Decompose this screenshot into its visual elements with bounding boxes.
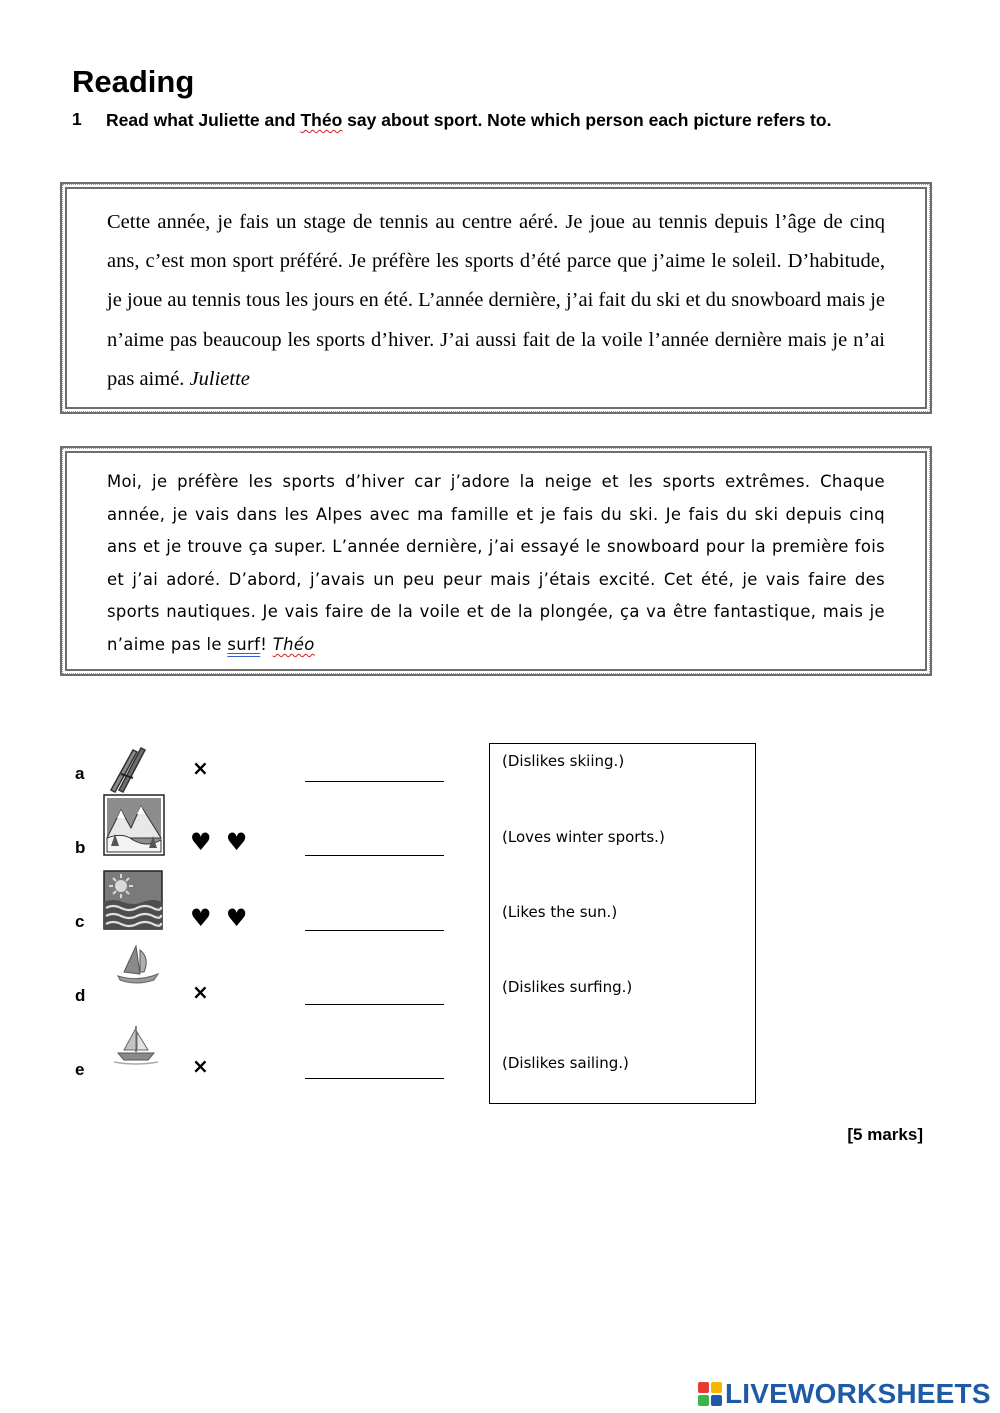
question-name-theo: Théo xyxy=(300,110,343,130)
logo-square xyxy=(711,1382,722,1393)
skis-icon xyxy=(103,742,149,794)
question-text-start: Read what Juliette and xyxy=(106,110,301,130)
liveworksheets-logo[interactable] xyxy=(698,1379,991,1409)
logo-text: LIVEWORKSHEETS xyxy=(725,1378,991,1409)
section-title: Reading xyxy=(72,64,195,99)
question-instructions xyxy=(106,109,846,131)
dislike-symbol: × xyxy=(192,1054,212,1078)
theo-underlined-word: surf xyxy=(227,634,261,654)
hint-box xyxy=(489,743,756,1104)
theo-author: Théo xyxy=(272,634,315,654)
theo-passage-text: Moi, je préfère les sports d’hiver car j’adore la neige et les sports extrêmes. Chaque année, je vais dans les Alpes avec ma famille et je fais du ski. Je fais du ski depuis cinq ans et je trouve ça super. L’année dernière, j’ai essayé le snowboard pour la première fois et j’ai adoré. D’abord, j’avais un peu peur mais j’étais excité. Cet été, je vais faire des sports nautiques. Je vais faire de la voile et de la plongée, ça va être fantastique, mais je n’aime pas le xyxy=(107,472,885,654)
hint-item: (Likes the sun.) xyxy=(502,903,618,921)
item-letter: d xyxy=(75,986,86,1005)
answer-line-e[interactable] xyxy=(305,1078,444,1079)
logo-square xyxy=(711,1395,722,1406)
windsurfer-icon xyxy=(114,942,162,988)
question-number: 1 xyxy=(72,109,82,129)
answer-line-a[interactable] xyxy=(305,781,444,782)
logo-square xyxy=(698,1382,709,1393)
item-row-d xyxy=(0,940,480,1010)
love-symbol: ♥ ♥ xyxy=(190,904,251,932)
juliette-author: Juliette xyxy=(189,367,250,390)
juliette-passage-text: Cette année, je fais un stage de tennis au centre aéré. Je joue au tennis depuis l’âge de cinq ans, c’est mon sport préféré. Je préfère les sports d’été parce que j’aime le soleil. D’habitude, je joue au tennis tous les jours en été. L’année dernière, j’ai fait du ski et du snowboard mais je n’aime pas beaucoup les sports d’hiver. J’ai aussi fait de la voile l’année dernière mais je n’ai pas aimé. xyxy=(107,211,885,390)
snowy-mountains-icon xyxy=(103,794,165,856)
item-row-e xyxy=(0,1020,480,1090)
hint-item: (Dislikes surfing.) xyxy=(502,978,633,996)
item-letter: b xyxy=(75,838,86,857)
answer-line-d[interactable] xyxy=(305,1004,444,1005)
item-letter: a xyxy=(75,764,85,783)
marks-label: [5 marks] xyxy=(847,1125,923,1144)
answer-line-c[interactable] xyxy=(305,930,444,931)
love-symbol: ♥ ♥ xyxy=(190,828,251,856)
hint-item: (Dislikes sailing.) xyxy=(502,1054,629,1072)
answer-line-b[interactable] xyxy=(305,855,444,856)
dislike-symbol: × xyxy=(192,980,212,1004)
hint-item: (Loves winter sports.) xyxy=(502,828,665,846)
item-row-c xyxy=(0,870,480,940)
sailboat-icon xyxy=(112,1022,160,1066)
theo-passage xyxy=(107,466,885,662)
logo-mark-icon xyxy=(698,1382,722,1406)
sun-and-sea-icon xyxy=(103,870,163,930)
juliette-passage xyxy=(107,203,885,399)
question-text-end: say about sport. Note which person each picture refers to. xyxy=(342,110,832,130)
theo-passage-frame xyxy=(60,446,932,676)
item-letter: c xyxy=(75,912,85,931)
logo-square xyxy=(698,1395,709,1406)
item-letter: e xyxy=(75,1060,85,1079)
hint-item: (Dislikes skiing.) xyxy=(502,752,625,770)
item-row-b xyxy=(0,794,480,864)
dislike-symbol: × xyxy=(192,756,212,780)
juliette-passage-frame xyxy=(60,182,932,414)
theo-exclamation: ! xyxy=(260,634,268,654)
